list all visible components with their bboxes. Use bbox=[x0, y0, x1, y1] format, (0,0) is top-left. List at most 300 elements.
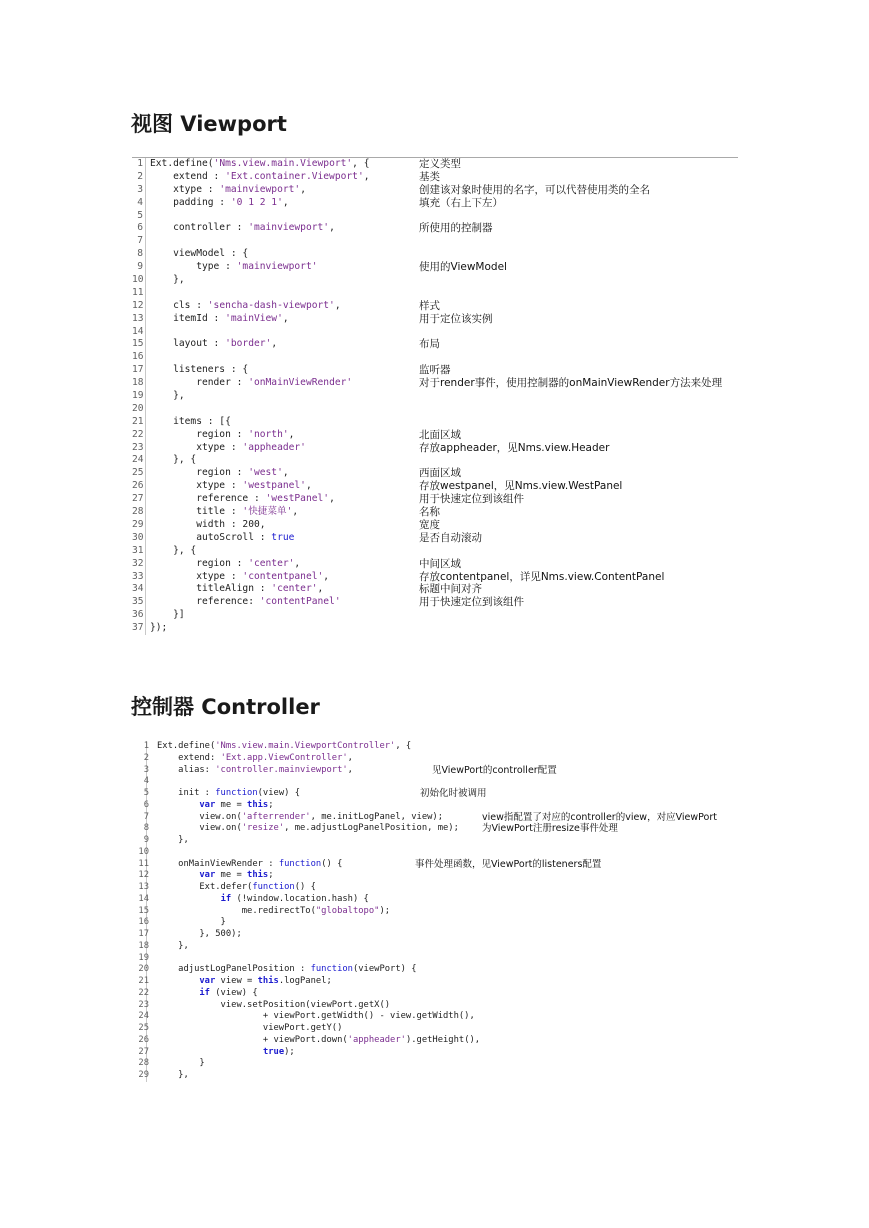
line-number: 29 bbox=[138, 1070, 149, 1080]
line-number: 5 bbox=[143, 788, 149, 798]
code-line bbox=[132, 454, 738, 467]
line-number: 33 bbox=[132, 570, 144, 582]
code-annotation: 基类 bbox=[419, 170, 440, 183]
keyword: this bbox=[247, 870, 269, 881]
code-line bbox=[132, 835, 736, 847]
line-number: 16 bbox=[138, 917, 149, 928]
code-line bbox=[132, 1058, 736, 1070]
code-content bbox=[150, 377, 352, 390]
code-annotation: 对于render事件，使用控制器的onMainViewRender方法来处理 bbox=[419, 377, 723, 390]
code-annotation: 使用的ViewModel bbox=[419, 261, 507, 274]
code-line bbox=[132, 929, 736, 941]
code-line bbox=[132, 390, 738, 403]
code-content bbox=[157, 941, 189, 953]
line-number: 3 bbox=[143, 764, 149, 775]
code-content bbox=[157, 976, 332, 988]
code-content bbox=[150, 261, 318, 274]
string-literal: 'mainView' bbox=[225, 312, 283, 324]
code-line bbox=[132, 812, 736, 824]
code-line bbox=[132, 741, 736, 753]
keyword: this bbox=[257, 976, 279, 986]
code-content bbox=[157, 988, 258, 1000]
code-text: width : 200, bbox=[150, 518, 266, 530]
code-line bbox=[132, 609, 738, 622]
code-text: () { bbox=[321, 858, 343, 869]
string-literal: 'appheader' bbox=[242, 441, 306, 453]
code-content bbox=[150, 184, 306, 197]
code-text: reference : bbox=[150, 493, 266, 505]
code-line bbox=[132, 941, 736, 953]
code-text: xtype : bbox=[150, 183, 220, 195]
line-number: 9 bbox=[137, 261, 143, 273]
code-text: ; bbox=[268, 870, 274, 881]
code-line bbox=[132, 765, 736, 777]
string-literal: 'center' bbox=[248, 557, 295, 569]
code-line bbox=[132, 377, 738, 390]
code-line bbox=[132, 261, 738, 274]
line-number: 6 bbox=[143, 799, 149, 810]
string-literal: 'mainviewport' bbox=[219, 183, 301, 195]
code-text: .logPanel; bbox=[278, 976, 332, 986]
line-number: 27 bbox=[132, 493, 144, 505]
line-number: 31 bbox=[132, 544, 144, 556]
code-text: ); bbox=[379, 905, 391, 916]
code-line bbox=[132, 184, 738, 197]
keyword: function bbox=[252, 882, 295, 892]
code-line bbox=[132, 403, 738, 416]
code-text: view.setPosition(viewPort.getX() bbox=[157, 999, 391, 1010]
code-line bbox=[132, 882, 736, 894]
code-text: titleAlign : bbox=[150, 583, 272, 595]
code-annotation: 西面区域 bbox=[419, 467, 461, 480]
code-text: , bbox=[305, 480, 312, 492]
code-text: , bbox=[282, 312, 289, 324]
code-annotation: 填充（右上下左） bbox=[419, 196, 503, 209]
code-text: me = bbox=[215, 799, 248, 810]
code-content bbox=[150, 622, 167, 635]
code-line bbox=[132, 338, 738, 351]
line-number: 10 bbox=[132, 274, 144, 286]
code-line bbox=[132, 964, 736, 976]
code-content bbox=[157, 870, 274, 882]
line-number: 24 bbox=[132, 454, 144, 466]
code-text: , me.adjustLogPanelPosition, me); bbox=[284, 823, 459, 834]
code-text: ); bbox=[284, 1046, 295, 1057]
line-number: 13 bbox=[132, 312, 144, 324]
line-number: 21 bbox=[132, 415, 144, 427]
keyword: if bbox=[220, 893, 232, 904]
code-content bbox=[157, 800, 274, 812]
code-line bbox=[132, 753, 736, 765]
string-literal: 'Ext.container.Viewport' bbox=[225, 170, 364, 182]
code-text: ).getHeight(), bbox=[405, 1034, 481, 1045]
code-text: xtype : bbox=[150, 480, 243, 492]
code-line bbox=[132, 545, 738, 558]
string-literal: 'north' bbox=[248, 428, 289, 440]
code-text: }); bbox=[150, 622, 168, 634]
string-literal: "globaltopo" bbox=[315, 905, 380, 916]
code-annotation: 初始化时被调用 bbox=[420, 788, 487, 799]
code-text: listeners : { bbox=[150, 364, 249, 376]
code-line bbox=[132, 906, 736, 918]
line-number: 35 bbox=[132, 596, 144, 608]
code-text: , bbox=[347, 764, 353, 775]
code-content bbox=[150, 532, 294, 545]
line-number: 34 bbox=[132, 583, 144, 595]
code-content bbox=[150, 338, 277, 351]
string-literal: 'mainviewport' bbox=[248, 222, 330, 234]
line-number: 8 bbox=[137, 248, 143, 260]
code-text: ; bbox=[268, 799, 274, 810]
string-literal: 'center' bbox=[271, 583, 318, 595]
code-content bbox=[150, 506, 298, 519]
line-number: 2 bbox=[137, 170, 143, 182]
string-literal: 'afterrender' bbox=[241, 811, 311, 822]
keyword: true bbox=[271, 531, 295, 543]
line-number: 15 bbox=[138, 905, 149, 916]
line-number: 11 bbox=[132, 286, 144, 298]
line-number: 13 bbox=[138, 882, 149, 892]
line-number: 32 bbox=[132, 557, 144, 569]
code-annotation: 存放westpanel，见Nms.view.WestPanel bbox=[419, 480, 623, 493]
code-text: , bbox=[329, 222, 335, 234]
code-content bbox=[157, 964, 417, 976]
line-number: 12 bbox=[138, 870, 149, 881]
line-number: 22 bbox=[132, 428, 144, 440]
code-text: + viewPort.down( bbox=[157, 1034, 348, 1045]
code-line bbox=[132, 235, 738, 248]
code-line bbox=[132, 1070, 736, 1082]
code-line bbox=[132, 1000, 736, 1012]
string-literal: '0 1 2 1' bbox=[230, 196, 283, 208]
line-number: 27 bbox=[138, 1046, 149, 1057]
code-line bbox=[132, 847, 736, 859]
code-text: onMainViewRender : bbox=[157, 858, 279, 869]
code-line bbox=[132, 1047, 736, 1059]
code-text: region : bbox=[150, 557, 249, 569]
line-number: 36 bbox=[132, 609, 144, 621]
code-content bbox=[150, 300, 341, 313]
code-line bbox=[132, 222, 738, 235]
line-number: 1 bbox=[143, 741, 149, 751]
code-content bbox=[150, 197, 289, 210]
code-content bbox=[157, 753, 353, 765]
line-number: 20 bbox=[132, 402, 144, 414]
code-text: view.on( bbox=[157, 811, 242, 822]
code-text: controller : bbox=[150, 222, 249, 234]
code-line bbox=[132, 859, 736, 871]
line-number: 1 bbox=[137, 158, 143, 169]
code-content bbox=[150, 609, 185, 622]
line-number: 8 bbox=[143, 823, 149, 834]
code-content bbox=[150, 493, 335, 506]
line-number: 23 bbox=[132, 441, 144, 453]
code-text: () { bbox=[294, 882, 316, 892]
code-line bbox=[132, 988, 736, 1000]
string-literal: 'border' bbox=[225, 338, 272, 350]
line-number: 26 bbox=[132, 480, 144, 492]
code-content bbox=[157, 1047, 295, 1059]
code-content bbox=[150, 158, 370, 171]
code-content bbox=[150, 442, 306, 455]
line-number: 21 bbox=[138, 976, 149, 986]
code-annotation: 用于定位该实例 bbox=[419, 312, 493, 325]
code-line bbox=[132, 287, 738, 300]
code-annotation: 布局 bbox=[419, 338, 440, 351]
keyword: if bbox=[199, 987, 210, 998]
code-text: , bbox=[288, 428, 295, 440]
code-text: , bbox=[294, 557, 301, 569]
string-literal: 'mainviewport' bbox=[236, 261, 318, 273]
code-line bbox=[132, 416, 738, 429]
code-line bbox=[132, 583, 738, 596]
code-text: (!window.location.hash) { bbox=[231, 893, 369, 904]
code-text: }, bbox=[150, 274, 185, 286]
code-text: , bbox=[334, 299, 341, 311]
code-line bbox=[132, 442, 738, 455]
code-line bbox=[132, 326, 738, 339]
code-line bbox=[132, 622, 738, 635]
section-title-viewport: 视图 Viewport bbox=[131, 112, 287, 136]
keyword: var bbox=[199, 976, 216, 986]
line-number: 25 bbox=[132, 467, 144, 479]
code-content bbox=[157, 1000, 390, 1012]
code-content bbox=[150, 583, 323, 596]
code-content bbox=[157, 1058, 205, 1070]
code-content bbox=[157, 906, 390, 918]
line-number: 2 bbox=[143, 752, 149, 763]
code-text: type : bbox=[150, 261, 237, 273]
line-number: 3 bbox=[137, 183, 143, 195]
line-number: 17 bbox=[138, 929, 149, 939]
code-line bbox=[132, 596, 738, 609]
code-text: me.redirectTo( bbox=[157, 905, 316, 916]
code-text: render : bbox=[150, 377, 249, 389]
line-number: 14 bbox=[132, 325, 144, 337]
keyword: true bbox=[262, 1046, 285, 1057]
code-line bbox=[132, 800, 736, 812]
code-line bbox=[132, 532, 738, 545]
code-text: , { bbox=[395, 741, 412, 751]
code-annotation: 北面区域 bbox=[419, 428, 461, 441]
code-text: xtype : bbox=[150, 570, 243, 582]
code-line bbox=[132, 248, 738, 261]
code-line bbox=[132, 467, 738, 480]
code-text: adjustLogPanelPosition : bbox=[157, 964, 311, 975]
code-content bbox=[150, 313, 289, 326]
code-content bbox=[157, 788, 300, 800]
line-number: 5 bbox=[137, 209, 143, 221]
code-block-controller bbox=[132, 741, 736, 1082]
code-text: region : bbox=[150, 428, 249, 440]
code-line bbox=[132, 519, 738, 532]
line-number: 26 bbox=[138, 1034, 149, 1045]
code-text: xtype : bbox=[150, 441, 243, 453]
string-literal: 'westPanel' bbox=[265, 493, 330, 505]
code-text: , bbox=[363, 170, 370, 182]
section-title-controller: 控制器 Controller bbox=[131, 695, 320, 719]
code-content bbox=[150, 558, 300, 571]
code-content bbox=[150, 364, 248, 377]
code-content bbox=[150, 390, 185, 403]
code-text: , { bbox=[352, 158, 370, 169]
code-text: }, { bbox=[150, 454, 197, 466]
code-text bbox=[157, 1047, 263, 1057]
code-text: me = bbox=[215, 870, 248, 881]
line-number: 10 bbox=[138, 846, 149, 857]
code-line bbox=[132, 1035, 736, 1047]
code-content bbox=[157, 882, 316, 894]
line-number: 12 bbox=[132, 299, 144, 311]
code-text: }, bbox=[157, 1070, 189, 1080]
code-text: Ext.define( bbox=[157, 741, 216, 751]
code-content bbox=[150, 480, 312, 493]
code-annotation: 监听器 bbox=[419, 364, 451, 377]
line-number: 14 bbox=[138, 893, 149, 904]
code-content bbox=[150, 519, 266, 532]
code-content bbox=[157, 894, 369, 906]
code-content bbox=[150, 171, 370, 184]
string-literal: 'appheader' bbox=[347, 1034, 406, 1045]
code-text bbox=[157, 988, 199, 998]
code-line bbox=[132, 274, 738, 287]
code-text bbox=[157, 976, 199, 986]
code-line bbox=[132, 480, 738, 493]
code-annotation: 为ViewPort注册resize事件处理 bbox=[482, 823, 618, 835]
code-text: }, 500); bbox=[157, 929, 242, 939]
line-number: 18 bbox=[138, 940, 149, 951]
code-text: cls : bbox=[150, 299, 208, 311]
code-line bbox=[132, 300, 738, 313]
code-text: view.on( bbox=[157, 823, 242, 834]
line-number: 23 bbox=[138, 999, 149, 1010]
code-line bbox=[132, 171, 738, 184]
code-text: + viewPort.getWidth() - view.getWidth(), bbox=[157, 1011, 475, 1022]
code-text: view = bbox=[215, 976, 258, 986]
code-text: , me.initLogPanel, view); bbox=[310, 811, 444, 822]
code-annotation: view指配置了对应的controller的view，对应ViewPort bbox=[482, 811, 717, 823]
code-content bbox=[150, 274, 185, 287]
code-content bbox=[157, 1070, 189, 1082]
code-text: , bbox=[329, 493, 335, 505]
code-text bbox=[157, 800, 199, 810]
code-content bbox=[150, 248, 248, 261]
code-content bbox=[150, 571, 329, 584]
code-text: region : bbox=[150, 467, 249, 479]
code-text: } bbox=[157, 1058, 205, 1069]
code-text: }, bbox=[157, 835, 189, 845]
code-line bbox=[132, 1011, 736, 1023]
line-number: 16 bbox=[132, 351, 144, 363]
code-content bbox=[150, 454, 196, 467]
code-annotation: 宽度 bbox=[419, 518, 440, 531]
code-annotation: 中间区域 bbox=[419, 557, 461, 570]
code-content bbox=[157, 859, 342, 871]
string-literal: 'westpanel' bbox=[242, 480, 306, 492]
code-line bbox=[132, 917, 736, 929]
code-content bbox=[157, 1023, 342, 1035]
line-number: 20 bbox=[138, 964, 149, 975]
code-content bbox=[150, 222, 335, 235]
code-line bbox=[132, 558, 738, 571]
code-content bbox=[150, 429, 294, 442]
code-line bbox=[132, 313, 738, 326]
code-content bbox=[150, 416, 231, 429]
line-number: 4 bbox=[137, 196, 143, 208]
line-number: 7 bbox=[137, 235, 143, 247]
code-annotation: 样式 bbox=[419, 299, 440, 312]
code-content bbox=[157, 812, 443, 824]
code-text: , bbox=[282, 196, 289, 208]
keyword: function bbox=[215, 788, 258, 798]
code-text: }, bbox=[157, 940, 189, 951]
code-lines bbox=[132, 158, 738, 635]
string-literal: '快捷菜单' bbox=[242, 506, 293, 518]
code-text: } bbox=[157, 917, 226, 928]
code-annotation: 名称 bbox=[419, 506, 440, 519]
code-annotation: 用于快速定位到该组件 bbox=[419, 493, 524, 506]
keyword: function bbox=[310, 964, 353, 975]
code-text: init : bbox=[157, 788, 216, 798]
line-number: 18 bbox=[132, 377, 144, 389]
code-line bbox=[132, 870, 736, 882]
line-number: 22 bbox=[138, 987, 149, 998]
code-line bbox=[132, 429, 738, 442]
code-line bbox=[132, 1023, 736, 1035]
string-literal: 'west' bbox=[248, 467, 283, 479]
code-text: viewPort.getY() bbox=[157, 1023, 343, 1033]
code-content bbox=[157, 741, 411, 753]
code-text: viewModel : { bbox=[150, 248, 249, 260]
code-text bbox=[157, 870, 199, 880]
line-number: 28 bbox=[132, 506, 144, 518]
code-line bbox=[132, 197, 738, 210]
code-annotation: 所使用的控制器 bbox=[419, 222, 493, 235]
line-number: 17 bbox=[132, 364, 144, 376]
code-text: }, { bbox=[150, 544, 197, 556]
code-text: (viewPort) { bbox=[352, 964, 417, 975]
keyword: function bbox=[278, 858, 322, 869]
code-text: Ext.defer( bbox=[157, 882, 253, 892]
line-number: 19 bbox=[132, 390, 144, 402]
code-line bbox=[132, 894, 736, 906]
code-line bbox=[132, 364, 738, 377]
line-number: 15 bbox=[132, 338, 144, 350]
line-number: 28 bbox=[138, 1058, 149, 1069]
code-text: alias: bbox=[157, 764, 216, 775]
string-literal: 'Nms.view.main.Viewport' bbox=[213, 158, 353, 169]
code-text: extend : bbox=[150, 170, 226, 182]
code-text: , bbox=[347, 752, 353, 763]
code-text bbox=[157, 894, 221, 904]
keyword: var bbox=[199, 870, 216, 881]
code-annotation: 存放appheader，见Nms.view.Header bbox=[419, 441, 610, 454]
code-lines bbox=[132, 741, 736, 1082]
string-literal: 'controller.mainviewport' bbox=[215, 764, 348, 775]
code-line bbox=[132, 506, 738, 519]
line-number: 6 bbox=[137, 222, 143, 234]
line-number: 37 bbox=[132, 622, 144, 634]
line-number: 29 bbox=[132, 518, 144, 530]
code-annotation: 见ViewPort的controller配置 bbox=[432, 764, 557, 776]
code-text: reference: bbox=[150, 596, 260, 608]
code-annotation: 用于快速定位到该组件 bbox=[419, 596, 524, 609]
code-text: }, bbox=[150, 390, 185, 402]
code-text: , bbox=[323, 570, 330, 582]
code-line bbox=[132, 571, 738, 584]
code-content bbox=[157, 929, 242, 941]
string-literal: 'sencha-dash-viewport' bbox=[207, 299, 335, 311]
